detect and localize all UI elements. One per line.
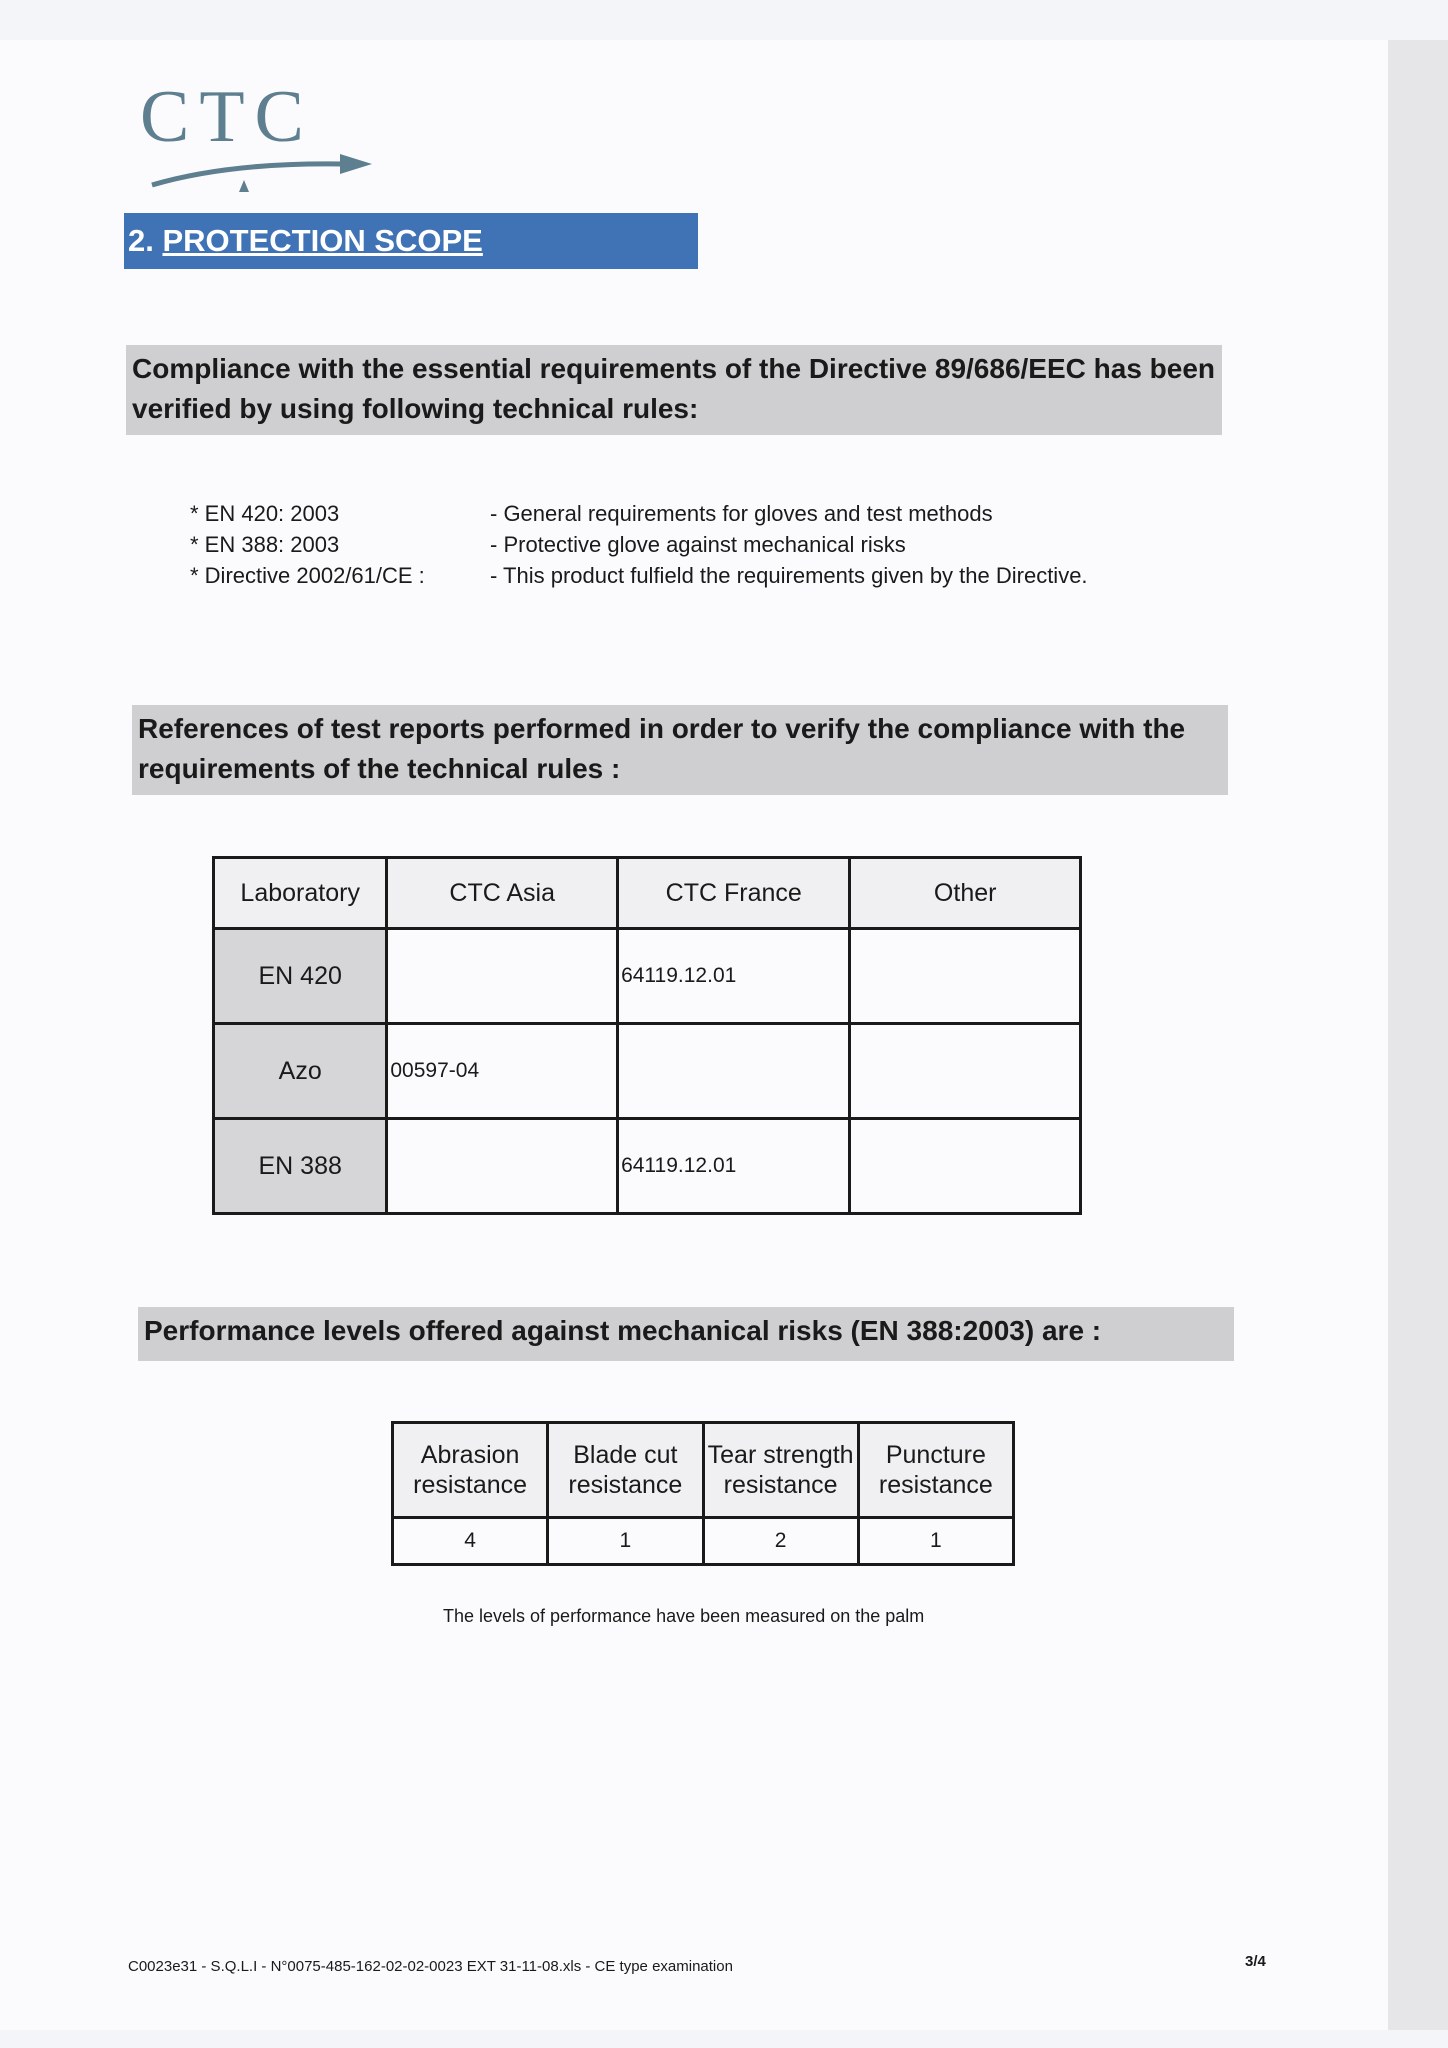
table-cell — [618, 1119, 850, 1214]
table-cell — [850, 1024, 1081, 1119]
rule-description: - Protective glove against mechanical risks — [490, 532, 906, 557]
row-label: EN 420 — [214, 929, 387, 1024]
rule-row — [190, 560, 1190, 591]
measurement-note: The levels of performance have been measured on the palm — [443, 1606, 925, 1626]
performance-table — [391, 1421, 1015, 1566]
rule-code: * EN 388: 2003 — [190, 532, 340, 557]
table-row — [393, 1518, 1014, 1565]
page-number: 3/4 — [1245, 1953, 1266, 1970]
header-cell: Tear strength resistance — [703, 1423, 858, 1518]
table-cell — [618, 1024, 850, 1119]
ctc-logo — [140, 76, 380, 200]
rule-code: * EN 420: 2003 — [190, 501, 340, 526]
rule-row — [190, 529, 1190, 560]
table-cell: 1 — [858, 1518, 1013, 1565]
header-cell: Puncture resistance — [858, 1423, 1013, 1518]
laboratory-table — [212, 856, 1082, 1215]
table-cell: 2 — [703, 1518, 858, 1565]
section-title: PROTECTION SCOPE — [162, 223, 483, 258]
footer-reference: C0023e31 - S.Q.L.I - N°0075-485-162-02-02-0023 EXT 31-11-08.xls - CE type examination — [128, 1958, 733, 1975]
table-cell: 1 — [548, 1518, 703, 1565]
table-cell — [387, 929, 618, 1024]
header-cell: Blade cut resistance — [548, 1423, 703, 1518]
table-cell — [618, 929, 850, 1024]
table-cell: 4 — [393, 1518, 548, 1565]
section-number: 2. — [128, 223, 154, 258]
table-cell — [387, 1024, 618, 1119]
header-cell: CTC France — [618, 858, 850, 929]
compliance-heading: Compliance with the essential requirements of the Directive 89/686/EEC has been verified by using following technical rules: — [126, 345, 1222, 435]
cell-value: 64119.12.01 — [621, 964, 737, 987]
rule-row — [190, 498, 1190, 529]
cell-value: 64119.12.01 — [621, 1154, 737, 1177]
rule-code: * Directive 2002/61/CE : — [190, 563, 425, 588]
table-row — [214, 1024, 1081, 1119]
table-cell — [850, 1119, 1081, 1214]
rules-list — [190, 498, 1190, 591]
table-header-row — [214, 858, 1081, 929]
section-banner — [124, 213, 698, 269]
rule-description: - This product fulfield the requirements given by the Directive. — [490, 563, 1088, 588]
row-label: Azo — [214, 1024, 387, 1119]
table-row — [214, 1119, 1081, 1214]
header-cell: Abrasion resistance — [393, 1423, 548, 1518]
references-heading: References of test reports performed in order to verify the compliance with the requirements of the technical rules : — [132, 705, 1228, 795]
performance-heading: Performance levels offered against mechanical risks (EN 388:2003) are : — [138, 1307, 1234, 1361]
logo-text: CTC — [140, 76, 314, 158]
table-row — [214, 929, 1081, 1024]
header-cell: Other — [850, 858, 1081, 929]
table-cell — [387, 1119, 618, 1214]
header-cell: CTC Asia — [387, 858, 618, 929]
rule-description: - General requirements for gloves and test methods — [490, 501, 993, 526]
scan-edge — [1388, 40, 1448, 2030]
table-cell — [850, 929, 1081, 1024]
row-label: EN 388 — [214, 1119, 387, 1214]
table-header-row — [393, 1423, 1014, 1518]
logo-arrow-icon — [140, 140, 380, 200]
header-cell: Laboratory — [214, 858, 387, 929]
cell-value: 00597-04 — [390, 1059, 480, 1082]
